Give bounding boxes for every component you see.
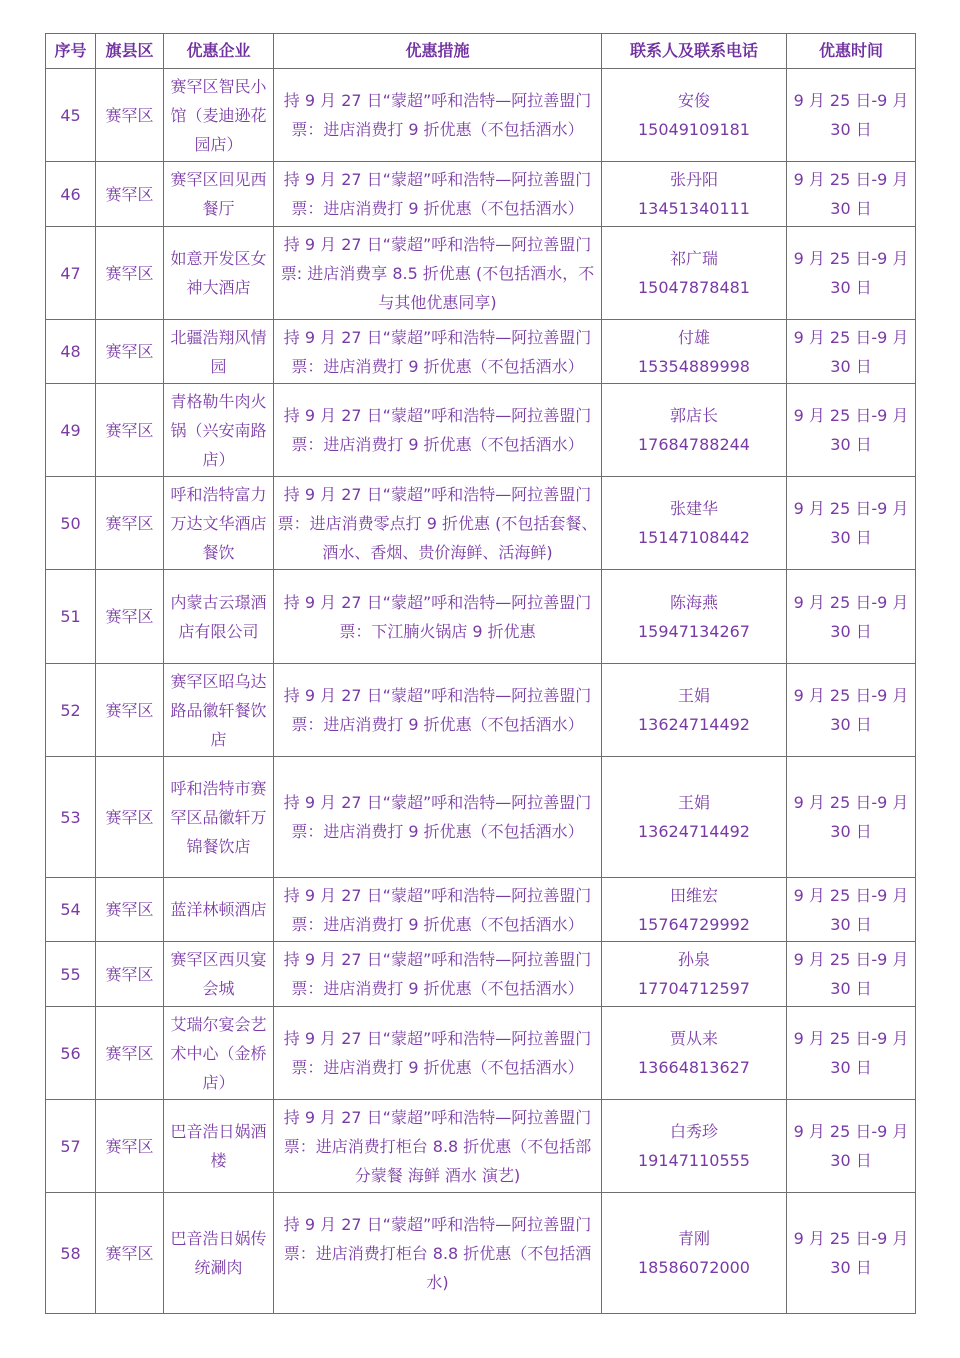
- cell-period: 9 月 25 日-9 月 30 日: [787, 570, 916, 664]
- cell-enterprise: 巴音浩日娲酒楼: [164, 1100, 274, 1193]
- header-district: 旗县区: [96, 34, 164, 69]
- cell-measure: 持 9 月 27 日“蒙超”呼和浩特—阿拉善盟门票：进店消费打 9 折优惠（不包括酒水）: [274, 664, 602, 757]
- cell-district: 赛罕区: [96, 878, 164, 942]
- table-body: [46, 69, 916, 1314]
- cell-enterprise: 呼和浩特富力万达文华酒店餐饮: [164, 477, 274, 570]
- table-row: [46, 477, 916, 570]
- table-row: [46, 162, 916, 227]
- contact-name: 陈海燕: [669, 592, 718, 612]
- cell-enterprise: 内蒙古云璟酒店有限公司: [164, 570, 274, 664]
- contact-name: 祁广瑞: [669, 249, 718, 268]
- cell-enterprise: 蓝洋林顿酒店: [164, 878, 274, 942]
- cell-district: 赛罕区: [96, 162, 164, 227]
- contact-phone: 13664813627: [638, 1058, 750, 1077]
- cell-district: 赛罕区: [96, 477, 164, 570]
- cell-enterprise: 呼和浩特市赛罕区品徽轩万锦餐饮店: [164, 757, 274, 878]
- contact-phone: 19147110555: [638, 1151, 750, 1170]
- header-no: 序号: [46, 34, 96, 69]
- table-row: [46, 1100, 916, 1193]
- table-row: [46, 942, 916, 1007]
- cell-period: 9 月 25 日-9 月 30 日: [787, 942, 916, 1007]
- cell-period: 9 月 25 日-9 月 30 日: [787, 477, 916, 570]
- cell-enterprise: 北疆浩翔风情园: [164, 320, 274, 384]
- contact-phone: 17704712597: [638, 979, 750, 998]
- table-row: [46, 1193, 916, 1314]
- table-row: [46, 320, 916, 384]
- contact-phone: 13624714492: [638, 715, 750, 734]
- cell-period: 9 月 25 日-9 月 30 日: [787, 757, 916, 878]
- cell-contact: [602, 570, 787, 664]
- contact-phone: 15147108442: [638, 528, 750, 547]
- table-row: [46, 384, 916, 477]
- cell-measure: 持 9 月 27 日“蒙超”呼和浩特—阿拉善盟门票：进店消费打柜台 8.8 折优惠（不包括酒水): [274, 1193, 602, 1314]
- cell-measure: 持 9 月 27 日“蒙超”呼和浩特—阿拉善盟门票：进店消费打 9 折优惠（不包括酒水）: [274, 384, 602, 477]
- cell-period: 9 月 25 日-9 月 30 日: [787, 1007, 916, 1100]
- table-row: [46, 570, 916, 664]
- header-measure: 优惠措施: [274, 34, 602, 69]
- cell-district: 赛罕区: [96, 1100, 164, 1193]
- contact-name: 付雄: [677, 327, 710, 347]
- cell-period: 9 月 25 日-9 月 30 日: [787, 1100, 916, 1193]
- cell-no: 51: [46, 570, 96, 664]
- contact-phone: 13451340111: [638, 199, 750, 218]
- cell-no: 46: [46, 162, 96, 227]
- contact-name: 王娟: [677, 686, 710, 705]
- cell-contact: [602, 227, 787, 320]
- cell-no: 50: [46, 477, 96, 570]
- cell-measure: 持 9 月 27 日“蒙超”呼和浩特—阿拉善盟门票: 进店消费享 8.5 折优惠 (不包括酒水，不与其他优惠同享): [274, 227, 602, 320]
- contact-name: 白秀珍: [669, 1122, 718, 1141]
- cell-period: 9 月 25 日-9 月 30 日: [787, 878, 916, 942]
- contact-phone: 15047878481: [638, 278, 750, 297]
- cell-contact: [602, 942, 787, 1007]
- cell-no: 49: [46, 384, 96, 477]
- table-row: [46, 227, 916, 320]
- table-row: [46, 1007, 916, 1100]
- cell-district: 赛罕区: [96, 1007, 164, 1100]
- table-row: [46, 664, 916, 757]
- cell-district: 赛罕区: [96, 570, 164, 664]
- contact-phone: 13624714492: [638, 822, 750, 841]
- contact-phone: 15947134267: [638, 621, 750, 641]
- cell-enterprise: 赛罕区昭乌达路品徽轩餐饮店: [164, 664, 274, 757]
- cell-district: 赛罕区: [96, 757, 164, 878]
- contact-name: 安俊: [677, 91, 710, 110]
- cell-contact: [602, 878, 787, 942]
- cell-district: 赛罕区: [96, 942, 164, 1007]
- contact-name: 郭店长: [669, 406, 718, 425]
- cell-enterprise: 如意开发区女神大酒店: [164, 227, 274, 320]
- contact-name: 贾从来: [669, 1029, 718, 1048]
- contact-phone: 15764729992: [638, 914, 750, 934]
- contact-phone: 15049109181: [638, 120, 750, 139]
- cell-no: 52: [46, 664, 96, 757]
- table-row: [46, 878, 916, 942]
- cell-contact: [602, 69, 787, 162]
- cell-district: 赛罕区: [96, 664, 164, 757]
- header-enterprise: 优惠企业: [164, 34, 274, 69]
- cell-district: 赛罕区: [96, 1193, 164, 1314]
- cell-measure: 持 9 月 27 日“蒙超”呼和浩特—阿拉善盟门票：进店消费打 9 折优惠（不包括酒水）: [274, 69, 602, 162]
- cell-enterprise: 青格勒牛肉火锅（兴安南路店）: [164, 384, 274, 477]
- cell-period: 9 月 25 日-9 月 30 日: [787, 1193, 916, 1314]
- header-contact: 联系人及联系电话: [602, 34, 787, 69]
- contact-phone: 17684788244: [638, 435, 750, 454]
- cell-district: 赛罕区: [96, 227, 164, 320]
- contact-phone: 18586072000: [638, 1258, 750, 1277]
- contact-name: 王娟: [677, 793, 710, 812]
- cell-no: 58: [46, 1193, 96, 1314]
- cell-contact: [602, 757, 787, 878]
- cell-measure: 持 9 月 27 日“蒙超”呼和浩特—阿拉善盟门票：进店消费打 9 折优惠（不包括酒水）: [274, 320, 602, 384]
- cell-contact: [602, 162, 787, 227]
- cell-contact: [602, 664, 787, 757]
- cell-no: 56: [46, 1007, 96, 1100]
- cell-contact: [602, 1100, 787, 1193]
- cell-enterprise: 巴音浩日娲传统涮肉: [164, 1193, 274, 1314]
- cell-district: 赛罕区: [96, 384, 164, 477]
- contact-name: 青刚: [677, 1229, 710, 1248]
- cell-no: 54: [46, 878, 96, 942]
- cell-period: 9 月 25 日-9 月 30 日: [787, 69, 916, 162]
- cell-no: 57: [46, 1100, 96, 1193]
- cell-measure: 持 9 月 27 日“蒙超”呼和浩特—阿拉善盟门票：进店消费打 9 折优惠（不包括酒水）: [274, 878, 602, 942]
- contact-phone: 15354889998: [638, 356, 750, 376]
- contact-name: 张丹阳: [669, 170, 718, 189]
- cell-district: 赛罕区: [96, 69, 164, 162]
- cell-measure: 持 9 月 27 日“蒙超”呼和浩特—阿拉善盟门票：进店消费打 9 折优惠（不包括酒水）: [274, 942, 602, 1007]
- cell-contact: [602, 1007, 787, 1100]
- cell-period: 9 月 25 日-9 月 30 日: [787, 384, 916, 477]
- cell-no: 47: [46, 227, 96, 320]
- cell-period: 9 月 25 日-9 月 30 日: [787, 227, 916, 320]
- cell-no: 55: [46, 942, 96, 1007]
- cell-measure: 持 9 月 27 日“蒙超”呼和浩特—阿拉善盟门票：下江腩火锅店 9 折优惠: [274, 570, 602, 664]
- table-header-row: [46, 34, 916, 69]
- cell-measure: 持 9 月 27 日“蒙超”呼和浩特—阿拉善盟门票：进店消费打 9 折优惠（不包括酒水）: [274, 757, 602, 878]
- cell-measure: 持 9 月 27 日“蒙超”呼和浩特—阿拉善盟门票：进店消费零点打 9 折优惠 (不包括套餐、酒水、香烟、贵价海鲜、活海鲜): [274, 477, 602, 570]
- cell-contact: [602, 477, 787, 570]
- contact-name: 张建华: [669, 499, 718, 518]
- cell-no: 48: [46, 320, 96, 384]
- cell-district: 赛罕区: [96, 320, 164, 384]
- cell-measure: 持 9 月 27 日“蒙超”呼和浩特—阿拉善盟门票：进店消费打柜台 8.8 折优惠（不包括部分蒙餐 海鲜 酒水 演艺): [274, 1100, 602, 1193]
- table-row: [46, 757, 916, 878]
- cell-period: 9 月 25 日-9 月 30 日: [787, 664, 916, 757]
- cell-enterprise: 艾瑞尔宴会艺术中心（金桥店）: [164, 1007, 274, 1100]
- cell-period: 9 月 25 日-9 月 30 日: [787, 162, 916, 227]
- contact-name: 田维宏: [669, 885, 718, 905]
- cell-measure: 持 9 月 27 日“蒙超”呼和浩特—阿拉善盟门票：进店消费打 9 折优惠（不包括酒水）: [274, 1007, 602, 1100]
- discount-table: [45, 33, 916, 1314]
- header-period: 优惠时间: [787, 34, 916, 69]
- cell-enterprise: 赛罕区智民小馆（麦迪逊花园店）: [164, 69, 274, 162]
- table-row: [46, 69, 916, 162]
- cell-measure: 持 9 月 27 日“蒙超”呼和浩特—阿拉善盟门票：进店消费打 9 折优惠（不包括酒水）: [274, 162, 602, 227]
- cell-period: 9 月 25 日-9 月 30 日: [787, 320, 916, 384]
- cell-contact: [602, 384, 787, 477]
- cell-contact: [602, 320, 787, 384]
- cell-enterprise: 赛罕区回见西餐厅: [164, 162, 274, 227]
- cell-enterprise: 赛罕区西贝宴会城: [164, 942, 274, 1007]
- cell-no: 45: [46, 69, 96, 162]
- cell-contact: [602, 1193, 787, 1314]
- contact-name: 孙泉: [677, 950, 710, 969]
- cell-no: 53: [46, 757, 96, 878]
